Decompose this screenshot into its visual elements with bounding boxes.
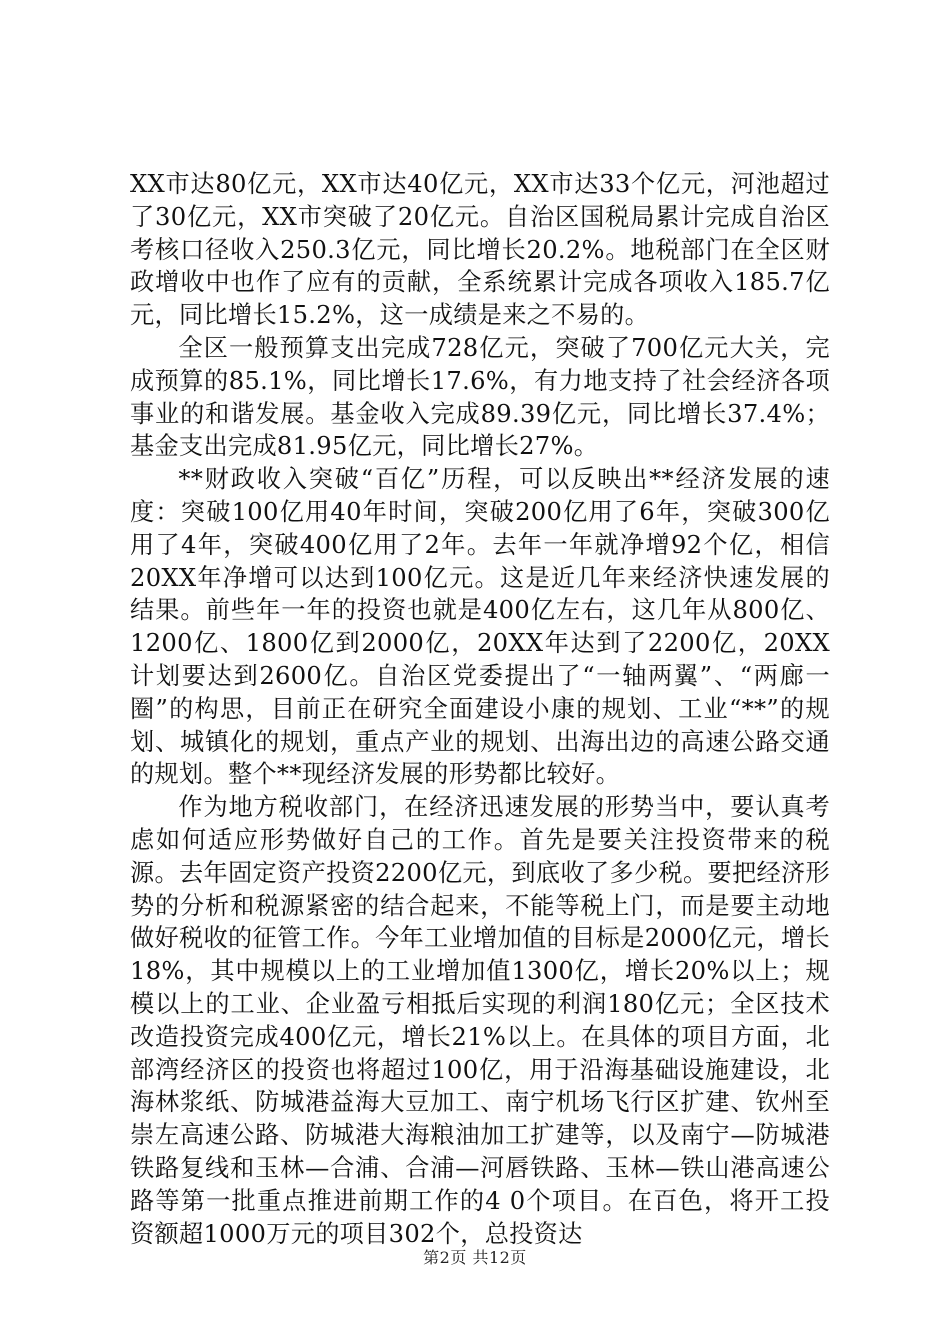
paragraph-4: 作为地方税收部门，在经济迅速发展的形势当中，要认真考虑如何适应形势做好自己的工作。首先是要关注投资带来的税源。去年固定资产投资2200亿元，到底收了多少税。要把经济形势的分析和税源紧密的结合起来，不能等税上门，而是要主动地做好税收的征管工作。今年工业增加值的目标是2000亿元，增长18%，其中规模以上的工业增加值1300亿，增长20%以上；规模以上的工业、企业盈亏相抵后实现的利润180亿元；全区技术改造投资完成400亿元，增长21%以上。在具体的项目方面，北部湾经济区的投资也将超过100亿，用于沿海基础设施建设，北海林浆纸、防城港益海大豆加工、南宁机场飞行区扩建、钦州至崇左高速公路、防城港大海粮油加工扩建等，以及南宁—防城港铁路复线和玉林—合浦、合浦—河唇铁路、玉林—铁山港高速公路等第一批重点推进前期工作的4 0个项目。在百色，将开工投资额超1000万元的项目302个，总投资达 [130,793,830,1248]
paragraph-2: 全区一般预算支出完成728亿元，突破了700亿元大关，完成预算的85.1%，同比增长17.6%，有力地支持了社会经济各项事业的和谐发展。基金收入完成89.39亿元，同比增长37.4%；基金支出完成81.95亿元，同比增长27%。 [130,333,830,461]
body-text [130,168,830,1250]
paragraph-1: XX市达80亿元，XX市达40亿元，XX市达33个亿元，河池超过了30亿元，XX市突破了20亿元。自治区国税局累计完成自治区考核口径收入250.3亿元，同比增长20.2%。地税部门在全区财政增收中也作了应有的贡献，全系统累计完成各项收入185.7亿元，同比增长15.2%，这一成绩是来之不易的。 [130,170,830,330]
page-number-footer: 第2页 共12页 [423,1248,527,1267]
paragraph-3: **财政收入突破“百亿”历程，可以反映出**经济发展的速度：突破100亿用40年时间，突破200亿用了6年，突破300亿用了4年，突破400亿用了2年。去年一年就净增92个亿，相信20XX年净增可以达到100亿元。这是近几年来经济快速发展的结果。前些年一年的投资也就是400亿左右，这几年从800亿、1200亿、1800亿到2000亿，20XX年达到了2200亿，20XX计划要达到2600亿。自治区党委提出了“一轴两翼”、“两廊一圈”的构思，目前正在研究全面建设小康的规划、工业“**”的规划、城镇化的规划，重点产业的规划、出海出边的高速公路交通的规划。整个**现经济发展的形势都比较好。 [130,465,830,789]
